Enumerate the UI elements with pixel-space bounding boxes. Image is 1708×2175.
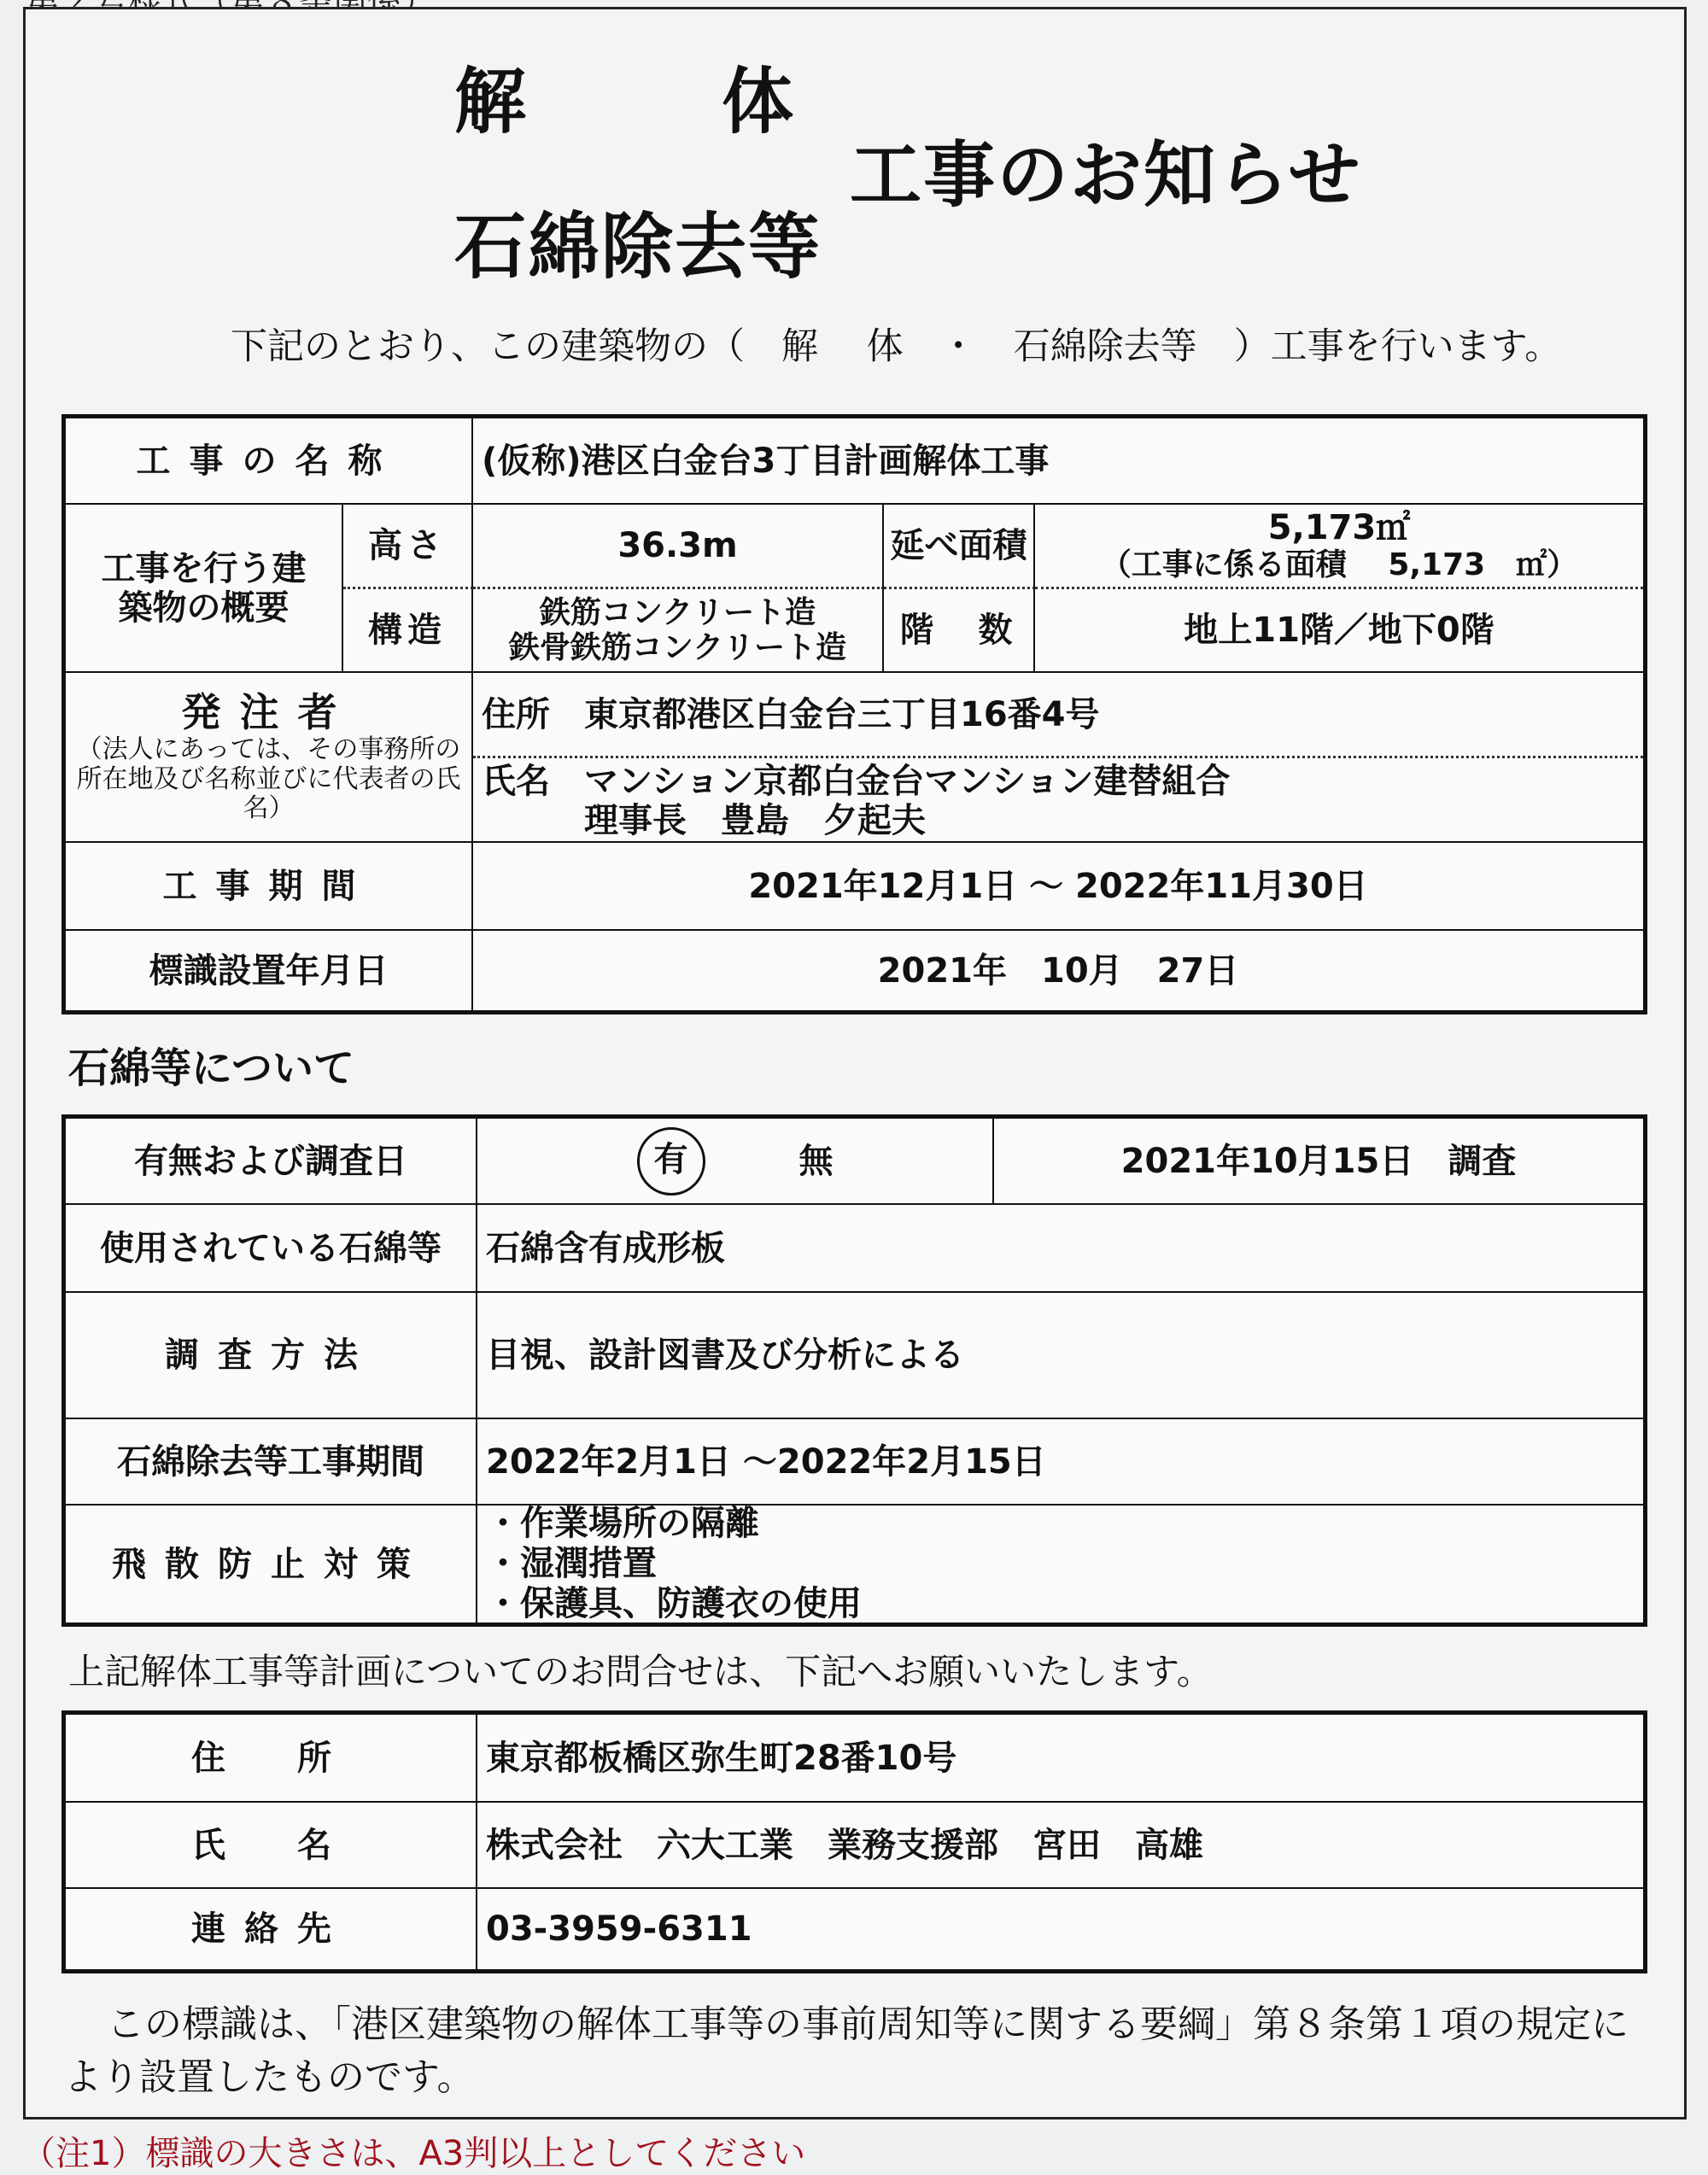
period-label: 工事期間	[66, 843, 473, 931]
client-name-1: マンション京都白金台マンション建替組合	[584, 762, 1231, 801]
floors-value: 地上11階／地下0階	[1035, 589, 1643, 673]
survey-date: 2021年10月15日 調査	[994, 1119, 1643, 1205]
presence-no: 無	[798, 1141, 834, 1181]
title-demolition-1: 解	[454, 60, 529, 143]
address-label: 住 所	[66, 1715, 477, 1803]
removal-period-value: 2022年2月1日 ～2022年2月15日	[477, 1419, 1643, 1506]
presence-yes-circled: 有	[637, 1127, 705, 1196]
materials-value: 石綿含有成形板	[477, 1205, 1643, 1293]
client-name-row	[473, 758, 1643, 843]
structure-value-1: 鉄筋コンクリート造	[539, 594, 816, 630]
name-label: 工事の名称	[66, 418, 473, 505]
phone-value: 03-3959-6311	[486, 1909, 752, 1949]
period-value: 2021年12月1日 ～ 2022年11月30日	[473, 843, 1643, 931]
client-name-2: 理事長 豊島 夕起夫	[584, 801, 926, 840]
measure-item: ・保護具、防護衣の使用	[486, 1584, 862, 1624]
legal-note: この標識は、「港区建築物の解体工事等の事前周知等に関する要綱」第８条第１項の規定により設置したものです。	[64, 2003, 1629, 2099]
presence-options	[477, 1119, 994, 1205]
asbestos-table	[61, 1114, 1647, 1627]
work-area-value: （工事に係る面積 5,173 ㎡）	[1100, 547, 1578, 583]
method-label: 調査方法	[66, 1293, 477, 1419]
client-label: 発注者	[181, 689, 356, 736]
structure-label: 構造	[343, 589, 473, 673]
client-address: 東京都港区白金台三丁目16番4号	[584, 694, 1100, 734]
removal-period-label: 石綿除去等工事期間	[66, 1419, 477, 1506]
client-address-label: 住所	[482, 694, 550, 734]
structure-cell	[473, 589, 884, 673]
overview-label: 工事を行う建築物の概要	[66, 505, 343, 673]
size-note: （注1）標識の大きさは、A3判以上としてください	[21, 2134, 806, 2173]
height-label: 高さ	[343, 505, 473, 589]
measure-item: ・湿潤措置	[486, 1543, 657, 1583]
title-demolition-2: 体	[722, 60, 796, 143]
floor-area-value: 5,173㎡	[1267, 508, 1411, 548]
subtitle: 下記のとおり、この建築物の（ 解 体 ・ 石綿除去等 ）工事を行います。	[231, 325, 1562, 368]
address-value: 東京都板橋区弥生町28番10号	[477, 1715, 1643, 1803]
measure-item: ・作業場所の隔離	[486, 1503, 759, 1543]
sign-date-label: 標識設置年月日	[66, 931, 473, 1010]
title-main: 工事のお知らせ	[850, 133, 1362, 217]
contact-table	[61, 1710, 1647, 1973]
presence-label: 有無および調査日	[66, 1119, 477, 1205]
client-label-cell	[66, 673, 473, 843]
materials-label: 使用されている石綿等	[66, 1205, 477, 1293]
client-note: （法人にあっては、その事務所の所在地及び名称並びに代表者の氏名）	[76, 734, 461, 824]
client-name-label: 氏名	[482, 762, 550, 801]
client-address-row	[473, 673, 1643, 758]
floor-area-cell	[1035, 505, 1643, 589]
method-value: 目視、設計図書及び分析による	[477, 1293, 1643, 1419]
structure-value-2: 鉄骨鉄筋コンクリート造	[508, 630, 847, 665]
title-asbestos: 石綿除去等	[454, 205, 822, 289]
floors-label: 階 数	[884, 589, 1035, 673]
phone-label: 連絡先	[66, 1889, 477, 1969]
name-value: (仮称)港区白金台3丁目計画解体工事	[473, 418, 1643, 505]
measures-list	[477, 1503, 1643, 1624]
sign-date-value: 2021年 10月 27日	[877, 950, 1239, 991]
height-value: 36.3m	[473, 505, 884, 589]
name-label: 氏 名	[66, 1803, 477, 1889]
project-table	[61, 414, 1647, 1014]
contact-intro: 上記解体工事等計画についてのお問合せは、下記へお願いいたします。	[68, 1651, 1213, 1693]
name-value: 株式会社 六大工業 業務支援部 宮田 高雄	[477, 1803, 1643, 1889]
measures-label: 飛散防止対策	[66, 1506, 477, 1622]
floor-area-label: 延べ面積	[884, 505, 1035, 589]
asbestos-section-title: 石綿等について	[68, 1044, 355, 1092]
